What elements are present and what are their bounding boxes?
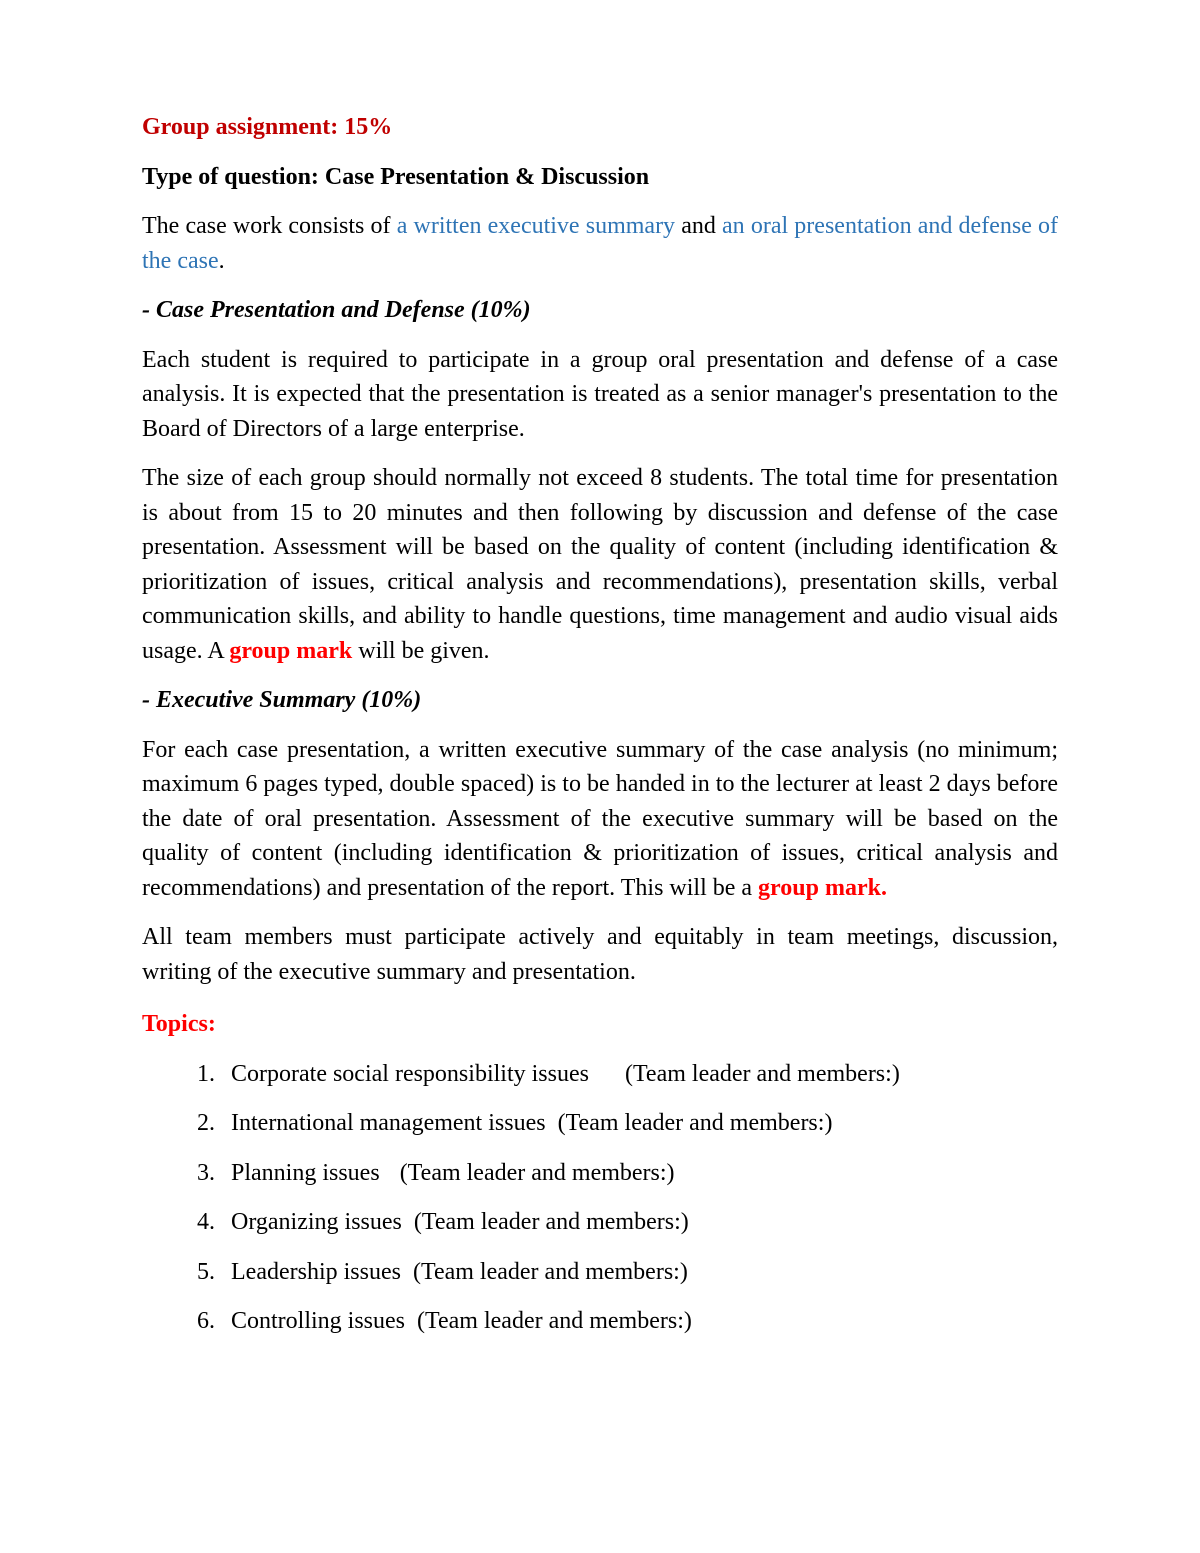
question-type: Type of question: Case Presentation & Discussion xyxy=(142,163,650,190)
intro-text-a: The case work consists of xyxy=(142,213,397,239)
topic-number: 1. xyxy=(197,1060,215,1087)
intro-highlight-summary: a written executive summary xyxy=(396,213,676,239)
topics-list xyxy=(142,1057,1058,1339)
intro-text-c: . xyxy=(218,247,225,274)
list-item xyxy=(142,1057,1058,1092)
section-heading-presentation: - Case Presentation and Defense (10%) xyxy=(142,297,531,323)
topic-name: Leadership issues xyxy=(231,1258,401,1285)
list-item xyxy=(142,1304,1058,1339)
presentation-paragraph-1: Each student is required to participate in a group oral presentation and defense of a case analysis. It is expected that the presentation is treated as a senior manager's presentation to the Board of Directors of a large enterprise. xyxy=(142,346,1058,442)
topic-note: (Team leader and members:) xyxy=(399,1159,675,1186)
list-item xyxy=(142,1156,1058,1191)
topic-note: (Team leader and members:) xyxy=(417,1308,692,1334)
section-heading-executive-summary: - Executive Summary (10%) xyxy=(142,687,422,713)
topic-name: Organizing issues xyxy=(231,1209,402,1235)
topic-note: (Team leader and members:) xyxy=(412,1258,688,1285)
topic-number: 4. xyxy=(197,1209,215,1235)
topic-note: (Team leader and members:) xyxy=(624,1060,900,1087)
topic-name: Controlling issues xyxy=(231,1308,406,1334)
closing-paragraph: All team members must participate actively and equitably in team meetings, discussion, writing of the executive summary and presentation. xyxy=(142,924,1058,985)
intro-paragraph xyxy=(142,209,1058,278)
topic-number: 5. xyxy=(197,1258,215,1285)
topic-number: 6. xyxy=(197,1308,215,1334)
presentation-paragraph-2-text: The size of each group should normally not exceed 8 students. The total time for presentation is about from 15 to 20 minutes and then following by discussion and defense of the case presentation. Assessment will be based on the quality of content (including identification & prioritization of issues, critical analysis and recommendations), presentation skills, verbal communication skills, and ability to handle questions, time management and audio visual aids usage. A xyxy=(142,465,1058,664)
topic-note: (Team leader and members:) xyxy=(413,1209,689,1235)
topic-note: (Team leader and members:) xyxy=(557,1110,833,1136)
document-body xyxy=(142,110,1058,1354)
topic-name: International management issues xyxy=(231,1110,546,1136)
topic-number: 2. xyxy=(197,1110,215,1136)
list-item xyxy=(142,1106,1058,1141)
presentation-paragraph-2-end: will be given. xyxy=(352,637,490,664)
list-item xyxy=(142,1255,1058,1290)
topic-name: Corporate social responsibility issues xyxy=(231,1060,589,1087)
list-item xyxy=(142,1205,1058,1240)
executive-summary-paragraph xyxy=(142,733,1058,906)
topic-name: Planning issues xyxy=(231,1159,380,1186)
topic-number: 3. xyxy=(197,1159,215,1186)
topics-heading: Topics: xyxy=(142,1011,216,1037)
group-mark-highlight: group mark xyxy=(229,637,353,664)
executive-summary-text: For each case presentation, a written executive summary of the case analysis (no minimum; maximum 6 pages typed, double spaced) is to be handed in to the lecturer at least 2 days before the date of oral presentation. Assessment of the executive summary will be based on the quality of content (including identification & prioritization of issues, critical analysis and recommendations) and presentation of the report. This will be a xyxy=(142,736,1058,901)
presentation-paragraph-2 xyxy=(142,461,1058,668)
intro-highlight-presentation: an oral presentation and defense of the case xyxy=(142,213,1058,274)
assignment-title: Group assignment: 15% xyxy=(142,114,393,140)
group-mark-highlight-2: group mark. xyxy=(758,874,887,901)
intro-text-b: and xyxy=(675,213,723,239)
